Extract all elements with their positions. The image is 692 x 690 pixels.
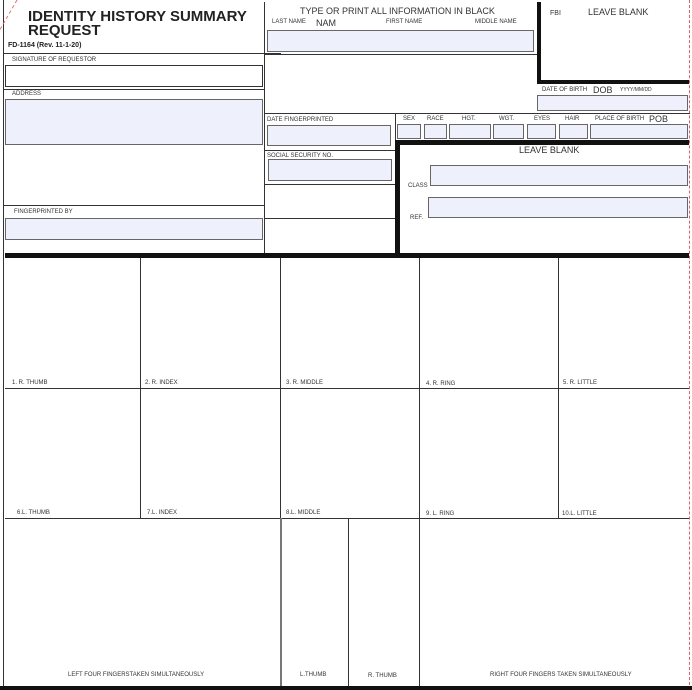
dob-label: DATE OF BIRTH — [542, 87, 588, 93]
finger-box-4-label: 4. R. RING — [426, 381, 456, 387]
divider — [5, 518, 689, 519]
divider — [348, 518, 349, 686]
dob-hint: DOB — [593, 85, 613, 95]
wgt-label: WGT. — [499, 116, 514, 122]
class-label: CLASS — [408, 183, 428, 189]
title-line2: REQUEST — [28, 22, 101, 39]
dob-format: YYYY/MM/DD — [620, 87, 652, 93]
class-field[interactable] — [430, 165, 688, 186]
hgt-label: HGT. — [462, 116, 476, 122]
pob-hint: POB — [649, 114, 669, 124]
race-field[interactable] — [424, 124, 447, 139]
finger-box-10-label: 10.L. LITTLE — [562, 511, 597, 517]
hair-field[interactable] — [559, 124, 588, 139]
ssn-label: SOCIAL SECURITY NO. — [267, 153, 334, 159]
last-name-label: LAST NAME — [272, 19, 306, 25]
finger-box-5-label: 5. R. LITTLE — [563, 380, 598, 386]
sex-label: SEX — [403, 116, 416, 122]
form-title — [28, 10, 247, 38]
hair-label: HAIR — [565, 116, 580, 122]
divider — [280, 518, 282, 686]
left-four-fingers-label: LEFT FOUR FINGERSTAKEN SIMULTANEOUSLY — [68, 672, 205, 678]
eyes-label: EYES — [534, 116, 551, 122]
finger-box-9-label: 9. L. RING — [426, 511, 455, 517]
ref-field[interactable] — [428, 197, 688, 218]
divider — [4, 205, 264, 206]
thick-divider — [395, 140, 400, 255]
divider — [419, 518, 420, 686]
address-label: ADDRESS — [12, 91, 42, 97]
divider — [4, 89, 264, 90]
finger-box-8-label: 8.L. MIDDLE — [286, 510, 321, 516]
leave-blank-label: LEAVE BLANK — [588, 7, 649, 17]
hgt-field[interactable] — [449, 124, 491, 139]
leave-blank-label: LEAVE BLANK — [519, 145, 580, 155]
race-label: RACE — [427, 116, 444, 122]
name-field[interactable] — [267, 30, 534, 52]
right-four-fingers-label: RIGHT FOUR FINGERS TAKEN SIMULTANEOUSLY — [490, 672, 632, 678]
finger-box-1-label: 1. R. THUMB — [12, 380, 48, 386]
address-field[interactable] — [5, 99, 263, 145]
pob-field[interactable] — [590, 124, 688, 139]
finger-box-7-label: 7.L. INDEX — [147, 510, 178, 516]
left-thumb-label: L.THUMB — [300, 672, 327, 678]
thick-divider — [537, 2, 541, 84]
divider — [264, 184, 395, 185]
pob-label: PLACE OF BIRTH — [595, 116, 645, 122]
page-edge — [689, 0, 690, 690]
wgt-field[interactable] — [493, 124, 524, 139]
thick-divider — [5, 253, 689, 258]
finger-box-3-label: 3. R. MIDDLE — [286, 380, 324, 386]
signature-label: SIGNATURE OF REQUESTOR — [12, 57, 97, 63]
left-border — [3, 0, 4, 690]
fingerprinted-by-field[interactable] — [5, 218, 263, 240]
divider — [264, 54, 538, 55]
thick-divider — [537, 80, 689, 84]
divider — [4, 53, 281, 54]
finger-box-2-label: 2. R. INDEX — [145, 380, 178, 386]
divider — [264, 2, 265, 254]
signature-field[interactable] — [5, 65, 263, 87]
title-line1: IDENTITY HISTORY SUMMARY — [28, 8, 247, 25]
name-hint: NAM — [316, 18, 336, 28]
ssn-field[interactable] — [268, 159, 392, 181]
bottom-border — [0, 686, 692, 690]
sex-field[interactable] — [397, 124, 421, 139]
right-thumb-label: R. THUMB — [368, 673, 397, 679]
divider — [5, 388, 689, 389]
date-fingerprinted-label: DATE FINGERPRINTED — [267, 117, 334, 123]
divider — [264, 113, 690, 114]
eyes-field[interactable] — [527, 124, 556, 139]
middle-name-label: MIDDLE NAME — [475, 19, 517, 25]
fingerprinted-by-label: FINGERPRINTED BY — [14, 209, 73, 215]
first-name-label: FIRST NAME — [386, 19, 423, 25]
ref-label: REF. — [410, 215, 424, 221]
divider — [264, 218, 395, 219]
finger-box-6-label: 6.L. THUMB — [17, 510, 50, 516]
divider — [264, 150, 395, 151]
date-fingerprinted-field[interactable] — [267, 125, 391, 146]
dob-field[interactable] — [537, 95, 688, 111]
form-number: FD-1164 (Rev. 11-1-20) — [8, 42, 82, 49]
instruction-text: TYPE OR PRINT ALL INFORMATION IN BLACK — [300, 6, 495, 16]
fbi-label: FBI — [550, 10, 561, 17]
